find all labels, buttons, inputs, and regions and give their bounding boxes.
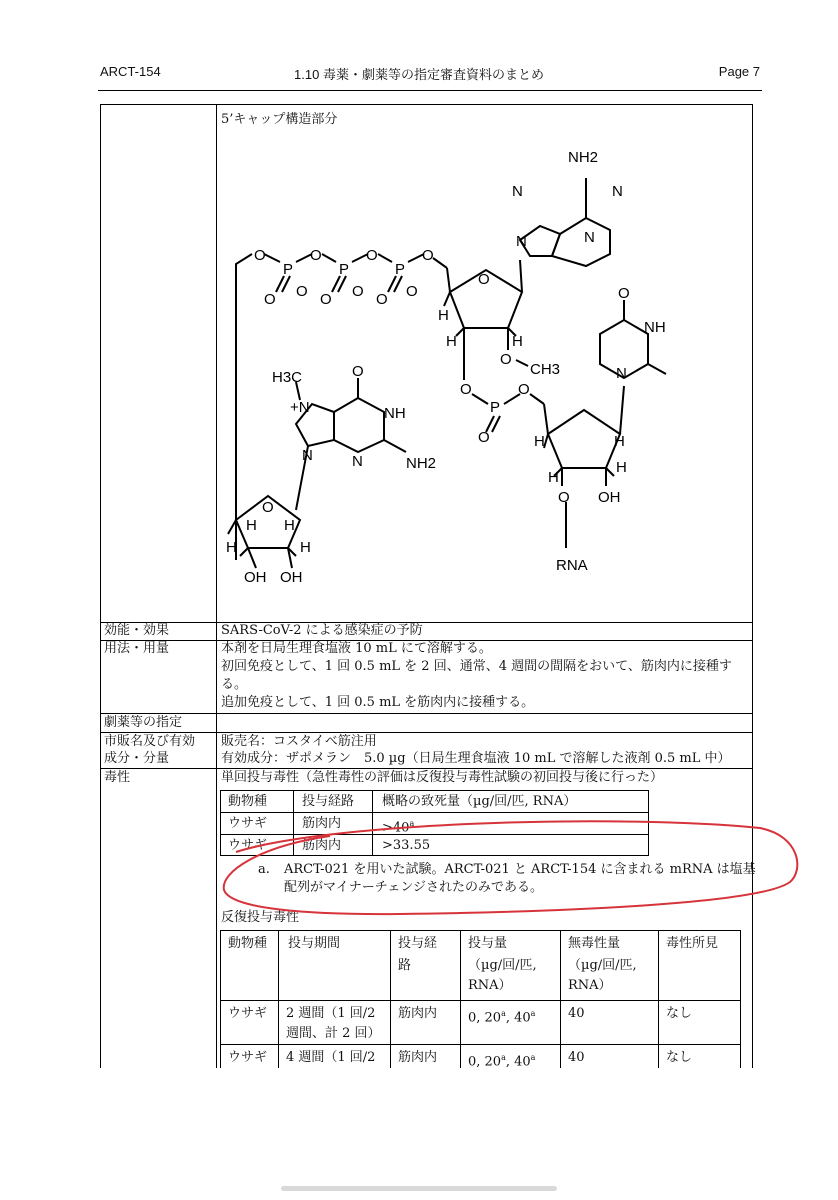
structure-label: O xyxy=(262,499,274,516)
structure-label: H xyxy=(534,433,545,450)
header-rule xyxy=(98,90,762,91)
footnote-marker: a. xyxy=(258,862,270,877)
home-indicator[interactable] xyxy=(281,1186,557,1191)
structure-label: H xyxy=(512,333,523,350)
structure-label: O xyxy=(320,291,332,308)
structure-label: H3C xyxy=(272,369,303,386)
structure-label: NH xyxy=(384,405,406,422)
table-header: 無毒性量 xyxy=(568,936,621,951)
table-cell: 40 xyxy=(568,1050,585,1065)
structure-label: O xyxy=(460,381,472,398)
footnote-text: ARCT-021 を用いた試験。ARCT-021 と ARCT-154 に含まれる mRNA は塩基 xyxy=(284,862,756,877)
toxicity-label: 毒性 xyxy=(104,770,131,785)
structure-label: H xyxy=(284,517,295,534)
dosage-line: る。 xyxy=(221,677,248,692)
table-header: 路 xyxy=(398,958,412,973)
structure-label: O xyxy=(310,247,322,264)
brand-label: 市販名及び有効 xyxy=(104,734,196,749)
structure-label: O xyxy=(296,283,308,300)
structure-label: H xyxy=(446,333,457,350)
efficacy-label: 効能・効果 xyxy=(104,623,170,638)
structure-label: O xyxy=(352,363,364,380)
structure-label: CH3 xyxy=(530,361,561,378)
structure-label: H xyxy=(300,539,311,556)
table-cell: 筋肉内 xyxy=(302,838,342,853)
table-cell: $>40^a$ xyxy=(382,819,415,836)
table-header: RNA） xyxy=(568,978,612,993)
structure-label: OH xyxy=(598,489,621,506)
structure-label: N xyxy=(616,365,627,382)
structure-label: P xyxy=(339,261,350,278)
table-cell: 40 xyxy=(568,1006,585,1021)
table-cell: なし xyxy=(666,1006,693,1021)
structure-label: O xyxy=(366,247,378,264)
structure-label: O xyxy=(518,381,530,398)
table-cell: 週間、計 2 回） xyxy=(286,1026,381,1041)
brand-label: 成分・分量 xyxy=(104,751,170,766)
footnote-text: 配列がマイナーチェンジされたのみである。 xyxy=(284,880,544,895)
structure-caption: 5’キャップ構造部分 xyxy=(221,112,338,127)
efficacy-value: SARS-CoV-2 による感染症の予防 xyxy=(221,623,423,638)
dosage-line: 追加免疫として、1 回 0.5 mL を筋肉内に接種する。 xyxy=(221,695,535,710)
structure-label: O xyxy=(500,351,512,368)
table-cell: 0, 20$^a$, 40$^a$ xyxy=(468,1009,536,1026)
page-number: Page 7 xyxy=(718,64,760,79)
table-cell: ウサギ xyxy=(228,838,268,853)
structure-label: +N xyxy=(290,399,310,416)
section-title: 1.10 毒薬・劇薬等の指定審査資料のまとめ xyxy=(294,67,544,82)
structure-label: N xyxy=(302,447,313,464)
brand-name: 販売名：コスタイベ筋注用 xyxy=(221,734,377,749)
single-dose-title: 単回投与毒性（急性毒性の評価は反復投与毒性試験の初回投与後に行った） xyxy=(221,770,664,785)
structure-label: N xyxy=(584,229,595,246)
structure-label: NH2 xyxy=(406,455,437,472)
table-header: 投与量 xyxy=(468,936,508,951)
cap-structure-diagram xyxy=(222,128,730,608)
table-cell: 0, 20$^a$, 40$^a$ xyxy=(468,1053,536,1070)
dosage-line: 初回免疫として、1 回 0.5 mL を 2 回、通常、4 週間の間隔をおいて、筋肉内に接種す xyxy=(221,659,732,674)
table-cell: ウサギ xyxy=(228,1006,268,1021)
structure-label: NH2 xyxy=(568,149,599,166)
structure-label: H xyxy=(616,459,627,476)
table-cell: なし xyxy=(666,1050,693,1065)
structure-label: H xyxy=(226,539,237,556)
structure-label: P xyxy=(395,261,406,278)
table-cell: ウサギ xyxy=(228,1050,268,1065)
repeat-dose-title: 反復投与毒性 xyxy=(221,910,300,925)
table-header: RNA） xyxy=(468,978,512,993)
active-ingredient: 有効成分：ザポメラン 5.0 µg（日局生理食塩液 10 mL で溶解した液剤 0.5 mL 中） xyxy=(221,751,731,766)
structure-label: N xyxy=(516,233,527,250)
structure-label: H xyxy=(438,307,449,324)
dosage-label: 用法・用量 xyxy=(104,641,170,656)
structure-label: NH xyxy=(644,319,666,336)
structure-label: O xyxy=(352,283,364,300)
table-cell: 4 週間（1 回/2 xyxy=(286,1050,376,1065)
table-header: （µg/回/匹, xyxy=(568,958,637,973)
structure-label: P xyxy=(283,261,294,278)
document-code: ARCT-154 xyxy=(100,64,161,79)
table-cell: >33.55 xyxy=(382,838,431,853)
table-cell: 筋肉内 xyxy=(302,816,342,831)
structure-label: OH xyxy=(280,569,303,586)
structure-label: O xyxy=(618,285,630,302)
table-cell: 筋肉内 xyxy=(398,1006,438,1021)
structure-label: O xyxy=(254,247,266,264)
table-cell: 筋肉内 xyxy=(398,1050,438,1065)
structure-label: O xyxy=(422,247,434,264)
structure-label: O xyxy=(406,283,418,300)
structure-label: P xyxy=(490,399,501,416)
table-header: 動物種 xyxy=(228,936,268,951)
structure-label: O xyxy=(478,429,490,446)
table-header: （µg/回/匹, xyxy=(468,958,537,973)
structure-label: H xyxy=(246,517,257,534)
structure-label: N xyxy=(352,453,363,470)
table-cell: ウサギ xyxy=(228,816,268,831)
table-header: 毒性所見 xyxy=(666,936,719,951)
table-header: 投与経 xyxy=(398,936,438,951)
structure-label: O xyxy=(264,291,276,308)
structure-label: O xyxy=(478,271,490,288)
structure-label: O xyxy=(376,291,388,308)
table-header: 投与経路 xyxy=(302,794,355,809)
table-header: 動物種 xyxy=(228,794,268,809)
structure-label: H xyxy=(548,469,559,486)
structure-label: N xyxy=(612,183,623,200)
structure-label: O xyxy=(558,489,570,506)
designation-label: 劇薬等の指定 xyxy=(104,715,183,730)
table-header: 概略の致死量（µg/回/匹, RNA） xyxy=(382,794,577,809)
structure-label: RNA xyxy=(556,557,588,574)
table-cell: 2 週間（1 回/2 xyxy=(286,1006,376,1021)
structure-label: N xyxy=(512,183,523,200)
dosage-line: 本剤を日局生理食塩液 10 mL にて溶解する。 xyxy=(221,641,492,656)
structure-label: H xyxy=(614,433,625,450)
table-header: 投与期間 xyxy=(288,936,341,951)
structure-label: OH xyxy=(244,569,267,586)
